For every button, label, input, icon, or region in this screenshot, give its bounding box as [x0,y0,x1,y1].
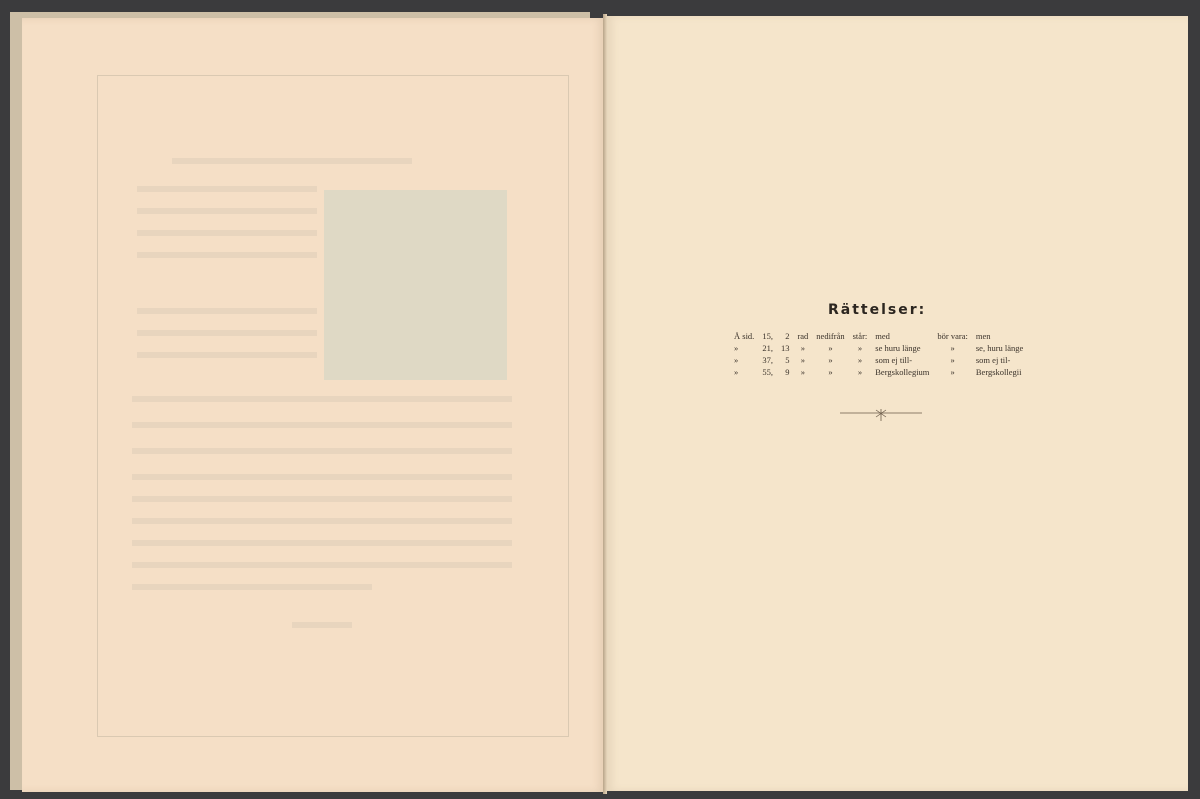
errata-row [730,342,1027,354]
bleed-through-line [137,308,317,314]
stands-word: » [857,343,863,353]
bleed-through-line [137,330,317,336]
line-number: 2 [785,331,790,341]
should-word: » [950,355,955,365]
line-number: 13 [780,343,790,353]
bleed-through-line [172,158,412,164]
bleed-through-line [137,252,317,258]
page-number: 15, [762,331,773,341]
row-prefix: » [734,343,739,353]
page-number: 21, [762,343,773,353]
bleed-through-line [132,422,512,428]
bleed-through-frame [97,75,569,737]
rad-word: » [800,343,805,353]
bleed-through-line [132,496,512,502]
wrong-text: med [875,331,890,341]
errata-title: Rättelser: [828,302,927,318]
errata-row [730,330,1027,342]
errata-row [730,366,1027,378]
errata-table [730,330,1027,378]
correct-text: se, huru länge [975,343,1024,353]
right-page [606,16,1188,791]
bleed-through-line [137,352,317,358]
row-prefix: » [734,355,739,365]
should-word: » [950,343,955,353]
row-prefix: Å sid. [734,331,755,341]
wrong-text: Bergskollegium [875,367,930,377]
bleed-through-line [137,208,317,214]
ornament-divider-icon [840,408,922,422]
bleed-through-line [292,622,352,628]
should-word: » [950,367,955,377]
should-word: bör vara: [937,331,968,341]
line-number: 5 [785,355,790,365]
wrong-text: se huru länge [875,343,921,353]
rad-word: » [800,355,805,365]
row-prefix: » [734,367,739,377]
from-word: » [828,343,833,353]
bleed-through-line [132,518,512,524]
rad-word: » [800,367,805,377]
errata-row [730,354,1027,366]
bleed-through-line [132,448,512,454]
from-word: » [828,367,833,377]
page-number: 55, [762,367,773,377]
page-number: 37, [762,355,773,365]
stands-word: » [857,367,863,377]
bleed-through-line [132,562,512,568]
rad-word: rad [797,331,809,341]
wrong-text: som ej till- [875,355,913,365]
bleed-through-line [132,474,512,480]
from-word: nedifrån [816,331,845,341]
line-number: 9 [785,367,790,377]
stands-word: står: [852,331,868,341]
correct-text: men [975,331,991,341]
correct-text: som ej til- [975,355,1011,365]
from-word: » [828,355,833,365]
bleed-through-line [137,230,317,236]
bleed-through-illustration [324,190,507,380]
book-gutter [603,14,607,794]
left-page [22,18,605,792]
bleed-through-line [132,540,512,546]
bleed-through-line [132,396,512,402]
stands-word: » [857,355,863,365]
correct-text: Bergskollegii [975,367,1022,377]
bleed-through-line [137,186,317,192]
bleed-through-line [132,584,372,590]
